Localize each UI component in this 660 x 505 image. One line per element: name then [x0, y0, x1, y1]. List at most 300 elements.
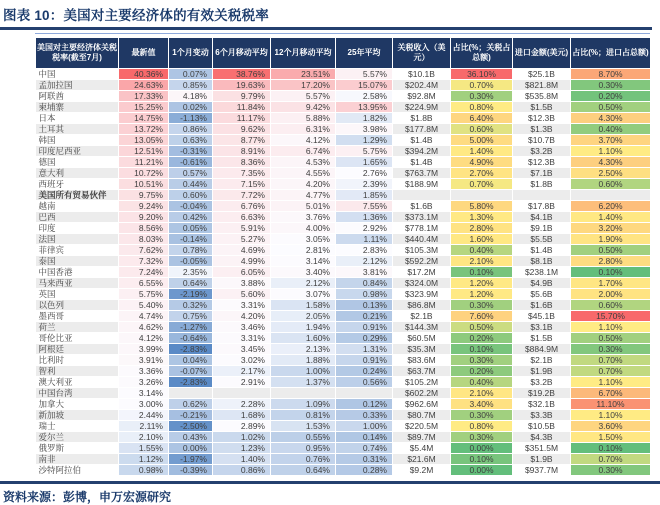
table-top-border [35, 33, 650, 35]
table-row [36, 289, 651, 300]
avg-25y-cell: 0.98% [336, 289, 393, 300]
import-value-cell: $821.8M [513, 80, 571, 91]
table-row [36, 212, 651, 223]
latest-cell: 6.55% [119, 278, 169, 289]
ma-6m-cell: 2.89% [213, 421, 271, 432]
ma-6m-cell: 6.63% [213, 212, 271, 223]
tariff-revenue-cell: $177.8M [393, 124, 451, 135]
latest-cell: 12.51% [119, 146, 169, 157]
tariff-share-cell: 6.40% [451, 113, 513, 124]
ma-6m-cell: 7.72% [213, 190, 271, 201]
avg-25y-cell: 1.00% [336, 421, 393, 432]
table-header [36, 38, 651, 69]
latest-cell: 7.24% [119, 267, 169, 278]
change-1m-cell: -0.04% [169, 201, 213, 212]
change-1m-cell: 0.57% [169, 168, 213, 179]
import-share-cell: 1.70% [571, 278, 651, 289]
avg-25y-cell: 0.24% [336, 366, 393, 377]
import-value-cell: $3.2B [513, 377, 571, 388]
change-1m-cell: 0.63% [169, 135, 213, 146]
avg-25y-cell: 2.58% [336, 91, 393, 102]
tariff-share-cell: 2.80% [451, 223, 513, 234]
ma-12m-cell: 1.60% [271, 333, 336, 344]
tariff-share-cell: 7.60% [451, 311, 513, 322]
table-row [36, 421, 651, 432]
change-1m-cell: 0.62% [169, 399, 213, 410]
latest-cell: 1.12% [119, 454, 169, 465]
ma-6m-cell: 3.02% [213, 355, 271, 366]
import-share-cell: 0.50% [571, 102, 651, 113]
economy-cell: 智利 [36, 366, 119, 377]
ma-6m-cell [213, 388, 271, 399]
ma-12m-cell [271, 388, 336, 399]
avg-25y-cell: 2.39% [336, 179, 393, 190]
import-value-cell: $1.9B [513, 454, 571, 465]
tariff-revenue-cell: $83.6M [393, 355, 451, 366]
economy-cell: 南非 [36, 454, 119, 465]
ma-6m-cell: 4.69% [213, 245, 271, 256]
economy-cell: 中国台湾 [36, 388, 119, 399]
tariff-revenue-cell: $323.9M [393, 289, 451, 300]
ma-12m-cell: 3.76% [271, 212, 336, 223]
latest-cell: 9.24% [119, 201, 169, 212]
latest-cell: 24.63% [119, 80, 169, 91]
import-share-cell: 0.60% [571, 300, 651, 311]
tariff-share-cell: 1.60% [451, 234, 513, 245]
ma-6m-cell: 7.35% [213, 168, 271, 179]
import-value-cell: $5.5B [513, 234, 571, 245]
ma-6m-cell: 4.20% [213, 311, 271, 322]
tariff-revenue-cell: $440.4M [393, 234, 451, 245]
economy-cell: 柬埔寨 [36, 102, 119, 113]
import-share-cell: 0.60% [571, 179, 651, 190]
ma-12m-cell: 1.37% [271, 377, 336, 388]
change-1m-cell: -2.83% [169, 344, 213, 355]
ma-12m-cell: 23.51% [271, 69, 336, 80]
import-share-cell: 1.10% [571, 322, 651, 333]
change-1m-cell: 0.85% [169, 80, 213, 91]
change-1m-cell: -2.19% [169, 289, 213, 300]
tariff-revenue-cell: $592.2M [393, 256, 451, 267]
change-1m-cell: -2.83% [169, 377, 213, 388]
change-1m-cell: 0.75% [169, 311, 213, 322]
import-share-cell: 1.10% [571, 410, 651, 421]
ma-12m-cell: 4.55% [271, 168, 336, 179]
latest-cell: 3.36% [119, 366, 169, 377]
import-share-cell: 8.70% [571, 69, 651, 80]
table-row [36, 300, 651, 311]
import-value-cell: $1.5B [513, 333, 571, 344]
economy-cell: 荷兰 [36, 322, 119, 333]
import-share-cell: 0.70% [571, 355, 651, 366]
import-share-cell: 4.30% [571, 157, 651, 168]
import-value-cell: $1.8B [513, 179, 571, 190]
change-1m-cell: 0.86% [169, 124, 213, 135]
economy-cell: 爱尔兰 [36, 432, 119, 443]
change-1m-cell: -0.21% [169, 410, 213, 421]
tariff-share-cell: 1.30% [451, 212, 513, 223]
latest-cell: 4.62% [119, 322, 169, 333]
change-1m-cell: 0.42% [169, 212, 213, 223]
latest-cell: 10.72% [119, 168, 169, 179]
tariff-share-cell: 1.20% [451, 278, 513, 289]
table-row [36, 234, 651, 245]
source-note: 资料来源：彭博，申万宏源研究 [3, 489, 172, 504]
avg-25y-cell: 0.84% [336, 278, 393, 289]
change-1m-cell: -0.61% [169, 157, 213, 168]
change-1m-cell: 0.07% [169, 69, 213, 80]
ma-6m-cell: 3.31% [213, 300, 271, 311]
import-value-cell: $884.9M [513, 344, 571, 355]
ma-12m-cell: 2.13% [271, 344, 336, 355]
col-header-economy: 美国对主要经济体关税税率(截至7月) [36, 38, 119, 69]
ma-6m-cell: 5.60% [213, 289, 271, 300]
economy-cell: 新加坡 [36, 410, 119, 421]
import-value-cell: $1.6B [513, 300, 571, 311]
import-value-cell: $1.4B [513, 245, 571, 256]
economy-cell: 越南 [36, 201, 119, 212]
tariff-share-cell: 0.30% [451, 410, 513, 421]
import-value-cell: $10.7B [513, 135, 571, 146]
tariff-share-cell: 5.80% [451, 201, 513, 212]
change-1m-cell: -0.14% [169, 234, 213, 245]
table-row [36, 179, 651, 190]
change-1m-cell: 0.02% [169, 102, 213, 113]
change-1m-cell: 0.04% [169, 355, 213, 366]
tariff-revenue-cell: $962.6M [393, 399, 451, 410]
tariff-share-cell: 0.00% [451, 443, 513, 454]
ma-12m-cell: 9.42% [271, 102, 336, 113]
economy-cell: 泰国 [36, 256, 119, 267]
change-1m-cell: 0.00% [169, 443, 213, 454]
latest-cell: 5.40% [119, 300, 169, 311]
table-row [36, 267, 651, 278]
latest-cell: 0.98% [119, 465, 169, 476]
import-value-cell: $12.3B [513, 157, 571, 168]
table-row [36, 454, 651, 465]
tariff-revenue-cell: $105.2M [393, 377, 451, 388]
ma-12m-cell: 5.57% [271, 91, 336, 102]
import-value-cell: $4.1B [513, 212, 571, 223]
avg-25y-cell: 15.07% [336, 80, 393, 91]
change-1m-cell [169, 388, 213, 399]
tariff-revenue-cell: $188.9M [393, 179, 451, 190]
economy-cell: 中国香港 [36, 267, 119, 278]
latest-cell: 3.99% [119, 344, 169, 355]
tariff-share-cell: 0.20% [451, 333, 513, 344]
change-1m-cell: -0.39% [169, 465, 213, 476]
ma-6m-cell: 38.76% [213, 69, 271, 80]
ma-6m-cell: 3.46% [213, 322, 271, 333]
ma-12m-cell: 4.12% [271, 135, 336, 146]
avg-25y-cell: 1.29% [336, 135, 393, 146]
latest-cell: 5.75% [119, 289, 169, 300]
import-share-cell: 6.20% [571, 201, 651, 212]
avg-25y-cell: 1.36% [336, 212, 393, 223]
import-share-cell: 1.10% [571, 146, 651, 157]
economy-cell: 加拿大 [36, 399, 119, 410]
economy-cell: 澳大利亚 [36, 377, 119, 388]
tariff-revenue-cell: $17.2M [393, 267, 451, 278]
economy-cell: 马来西亚 [36, 278, 119, 289]
table-row [36, 256, 651, 267]
table-row [36, 245, 651, 256]
change-1m-cell: -1.97% [169, 454, 213, 465]
economy-cell: 阿根廷 [36, 344, 119, 355]
avg-25y-cell: 1.11% [336, 234, 393, 245]
economy-cell: 墨西哥 [36, 311, 119, 322]
import-value-cell: $12.3B [513, 113, 571, 124]
avg-25y-cell: 0.21% [336, 311, 393, 322]
ma-12m-cell: 5.88% [271, 113, 336, 124]
change-1m-cell: 0.44% [169, 179, 213, 190]
ma-12m-cell: 5.01% [271, 201, 336, 212]
ma-12m-cell: 6.31% [271, 124, 336, 135]
tariff-share-cell: 0.30% [451, 300, 513, 311]
tariff-share-cell: 2.10% [451, 388, 513, 399]
tariff-share-cell: 2.70% [451, 168, 513, 179]
table-row [36, 190, 651, 201]
latest-cell: 14.75% [119, 113, 169, 124]
tariff-share-cell: 0.40% [451, 377, 513, 388]
import-share-cell: 2.50% [571, 168, 651, 179]
tariff-share-cell: 0.30% [451, 355, 513, 366]
change-1m-cell: 0.05% [169, 223, 213, 234]
table-row [36, 322, 651, 333]
import-value-cell: $3.1B [513, 322, 571, 333]
avg-25y-cell: 5.75% [336, 146, 393, 157]
import-value-cell: $1.3B [513, 124, 571, 135]
ma-12m-cell: 1.00% [271, 366, 336, 377]
tariff-revenue-cell: $80.7M [393, 410, 451, 421]
table-row [36, 201, 651, 212]
ma-12m-cell: 6.74% [271, 146, 336, 157]
ma-6m-cell: 8.77% [213, 135, 271, 146]
import-share-cell: 4.30% [571, 113, 651, 124]
change-1m-cell: 0.32% [169, 300, 213, 311]
avg-25y-cell: 2.92% [336, 223, 393, 234]
tariff-revenue-cell: $144.3M [393, 322, 451, 333]
import-value-cell: $8.1B [513, 256, 571, 267]
change-1m-cell: 2.35% [169, 267, 213, 278]
latest-cell: 3.00% [119, 399, 169, 410]
avg-25y-cell: 0.74% [336, 443, 393, 454]
import-share-cell: 11.10% [571, 399, 651, 410]
tariff-share-cell: 0.50% [451, 322, 513, 333]
ma-6m-cell: 1.68% [213, 410, 271, 421]
import-share-cell: 3.20% [571, 223, 651, 234]
tariff-share-cell: 3.40% [451, 399, 513, 410]
avg-25y-cell: 1.85% [336, 190, 393, 201]
latest-cell: 40.36% [119, 69, 169, 80]
col-header-change-1m: 1个月变动 [169, 38, 213, 69]
economy-cell: 以色列 [36, 300, 119, 311]
ma-12m-cell: 2.81% [271, 245, 336, 256]
ma-12m-cell: 4.20% [271, 179, 336, 190]
col-header-import-share: 占比(%；进口占总额) [571, 38, 651, 69]
latest-cell: 10.51% [119, 179, 169, 190]
tariff-revenue-cell: $5.4M [393, 443, 451, 454]
avg-25y-cell: 0.12% [336, 399, 393, 410]
tariff-share-cell: 0.80% [451, 421, 513, 432]
avg-25y-cell: 2.12% [336, 256, 393, 267]
tariff-share-cell: 0.20% [451, 366, 513, 377]
table-row [36, 146, 651, 157]
tariff-revenue-cell: $602.2M [393, 388, 451, 399]
import-share-cell: 0.30% [571, 80, 651, 91]
ma-6m-cell: 5.27% [213, 234, 271, 245]
figure-title: 图表 10：美国对主要经济体的有效关税税率 [3, 8, 269, 23]
col-header-tariff-revenue: 关税收入（美元） [393, 38, 451, 69]
tariff-revenue-cell: $202.4M [393, 80, 451, 91]
latest-cell: 17.33% [119, 91, 169, 102]
ma-6m-cell: 9.79% [213, 91, 271, 102]
tariff-revenue-cell: $1.4B [393, 157, 451, 168]
ma-6m-cell: 1.02% [213, 432, 271, 443]
economy-cell: 印度 [36, 223, 119, 234]
tariff-revenue-cell: $394.2M [393, 146, 451, 157]
tariff-revenue-cell: $224.9M [393, 102, 451, 113]
tariff-revenue-cell: $86.8M [393, 300, 451, 311]
ma-12m-cell: 1.09% [271, 399, 336, 410]
import-value-cell: $3.3B [513, 410, 571, 421]
economy-cell: 意大利 [36, 168, 119, 179]
ma-6m-cell: 2.28% [213, 399, 271, 410]
ma-6m-cell: 1.23% [213, 443, 271, 454]
table-row [36, 344, 651, 355]
avg-25y-cell: 3.81% [336, 267, 393, 278]
ma-12m-cell: 1.94% [271, 322, 336, 333]
avg-25y-cell [336, 388, 393, 399]
ma-6m-cell: 4.99% [213, 256, 271, 267]
ma-6m-cell: 6.05% [213, 267, 271, 278]
tariff-revenue-cell: $21.6M [393, 454, 451, 465]
col-header-avg-25y: 25年平均 [336, 38, 393, 69]
table-row [36, 333, 651, 344]
import-value-cell: $351.5M [513, 443, 571, 454]
economy-cell: 孟加拉国 [36, 80, 119, 91]
ma-6m-cell: 6.76% [213, 201, 271, 212]
ma-6m-cell: 3.45% [213, 344, 271, 355]
tariff-revenue-cell: $92.8M [393, 91, 451, 102]
avg-25y-cell: 0.91% [336, 355, 393, 366]
tariff-share-cell: 0.70% [451, 80, 513, 91]
tariff-revenue-cell: $373.1M [393, 212, 451, 223]
avg-25y-cell: 0.28% [336, 465, 393, 476]
table-header-row [36, 38, 651, 69]
economy-cell: 日本 [36, 113, 119, 124]
tariff-share-cell: 0.60% [451, 124, 513, 135]
import-share-cell: 3.70% [571, 135, 651, 146]
import-value-cell: $3.2B [513, 146, 571, 157]
import-share-cell: 0.10% [571, 267, 651, 278]
ma-12m-cell: 0.76% [271, 454, 336, 465]
ma-6m-cell: 11.17% [213, 113, 271, 124]
table-row [36, 410, 651, 421]
ma-6m-cell: 11.84% [213, 102, 271, 113]
import-value-cell: $25.1B [513, 69, 571, 80]
table-row [36, 102, 651, 113]
tariff-share-cell: 0.10% [451, 267, 513, 278]
latest-cell: 11.21% [119, 157, 169, 168]
table-row [36, 278, 651, 289]
import-share-cell: 0.30% [571, 465, 651, 476]
ma-12m-cell: 17.20% [271, 80, 336, 91]
tariff-share-cell: 1.20% [451, 289, 513, 300]
tariff-table [35, 37, 651, 476]
table-row [36, 168, 651, 179]
change-1m-cell: 0.64% [169, 278, 213, 289]
table-row [36, 399, 651, 410]
import-value-cell: $2.1B [513, 355, 571, 366]
import-value-cell: $238.1M [513, 267, 571, 278]
latest-cell: 3.14% [119, 388, 169, 399]
tariff-revenue-cell: $105.3M [393, 245, 451, 256]
import-value-cell: $4.9B [513, 278, 571, 289]
import-share-cell: 2.00% [571, 289, 651, 300]
avg-25y-cell: 5.57% [336, 69, 393, 80]
import-share-cell: 0.50% [571, 245, 651, 256]
ma-12m-cell: 4.53% [271, 157, 336, 168]
tariff-revenue-cell: $220.5M [393, 421, 451, 432]
economy-cell: 哥伦比亚 [36, 333, 119, 344]
tariff-revenue-cell: $9.2M [393, 465, 451, 476]
ma-6m-cell: 2.91% [213, 377, 271, 388]
tariff-revenue-cell: $324.0M [393, 278, 451, 289]
col-header-ma-12m: 12个月移动平均 [271, 38, 336, 69]
ma-12m-cell: 0.64% [271, 465, 336, 476]
economy-cell: 菲律宾 [36, 245, 119, 256]
table-row [36, 223, 651, 234]
tariff-revenue-cell: $778.1M [393, 223, 451, 234]
tariff-share-cell: 0.30% [451, 91, 513, 102]
ma-12m-cell: 4.77% [271, 190, 336, 201]
tariff-share-cell: 0.70% [451, 179, 513, 190]
import-share-cell: 2.80% [571, 256, 651, 267]
change-1m-cell: -1.13% [169, 113, 213, 124]
import-value-cell: $5.6B [513, 289, 571, 300]
import-value-cell: $7.1B [513, 168, 571, 179]
import-value-cell: $32.1B [513, 399, 571, 410]
tariff-share-cell: 0.00% [451, 465, 513, 476]
avg-25y-cell: 0.33% [336, 410, 393, 421]
ma-12m-cell: 2.12% [271, 278, 336, 289]
ma-6m-cell: 1.40% [213, 454, 271, 465]
import-share-cell: 1.40% [571, 212, 651, 223]
title-divider [0, 27, 652, 30]
table-row [36, 377, 651, 388]
import-share-cell: 1.90% [571, 234, 651, 245]
ma-6m-cell: 5.91% [213, 223, 271, 234]
import-share-cell: 3.60% [571, 421, 651, 432]
tariff-share-cell: 5.00% [451, 135, 513, 146]
tariff-share-cell: 1.40% [451, 146, 513, 157]
tariff-revenue-cell: $1.6B [393, 201, 451, 212]
economy-cell: 俄罗斯 [36, 443, 119, 454]
latest-cell: 15.25% [119, 102, 169, 113]
import-value-cell: $1.5B [513, 102, 571, 113]
import-value-cell: $535.8M [513, 91, 571, 102]
economy-cell: 西班牙 [36, 179, 119, 190]
latest-cell: 2.10% [119, 432, 169, 443]
change-1m-cell: -0.64% [169, 333, 213, 344]
table-row [36, 113, 651, 124]
economy-cell: 阿联酋 [36, 91, 119, 102]
import-value-cell: $937.7M [513, 465, 571, 476]
avg-25y-cell: 1.65% [336, 157, 393, 168]
economy-cell: 比利时 [36, 355, 119, 366]
import-value-cell: $10.5B [513, 421, 571, 432]
